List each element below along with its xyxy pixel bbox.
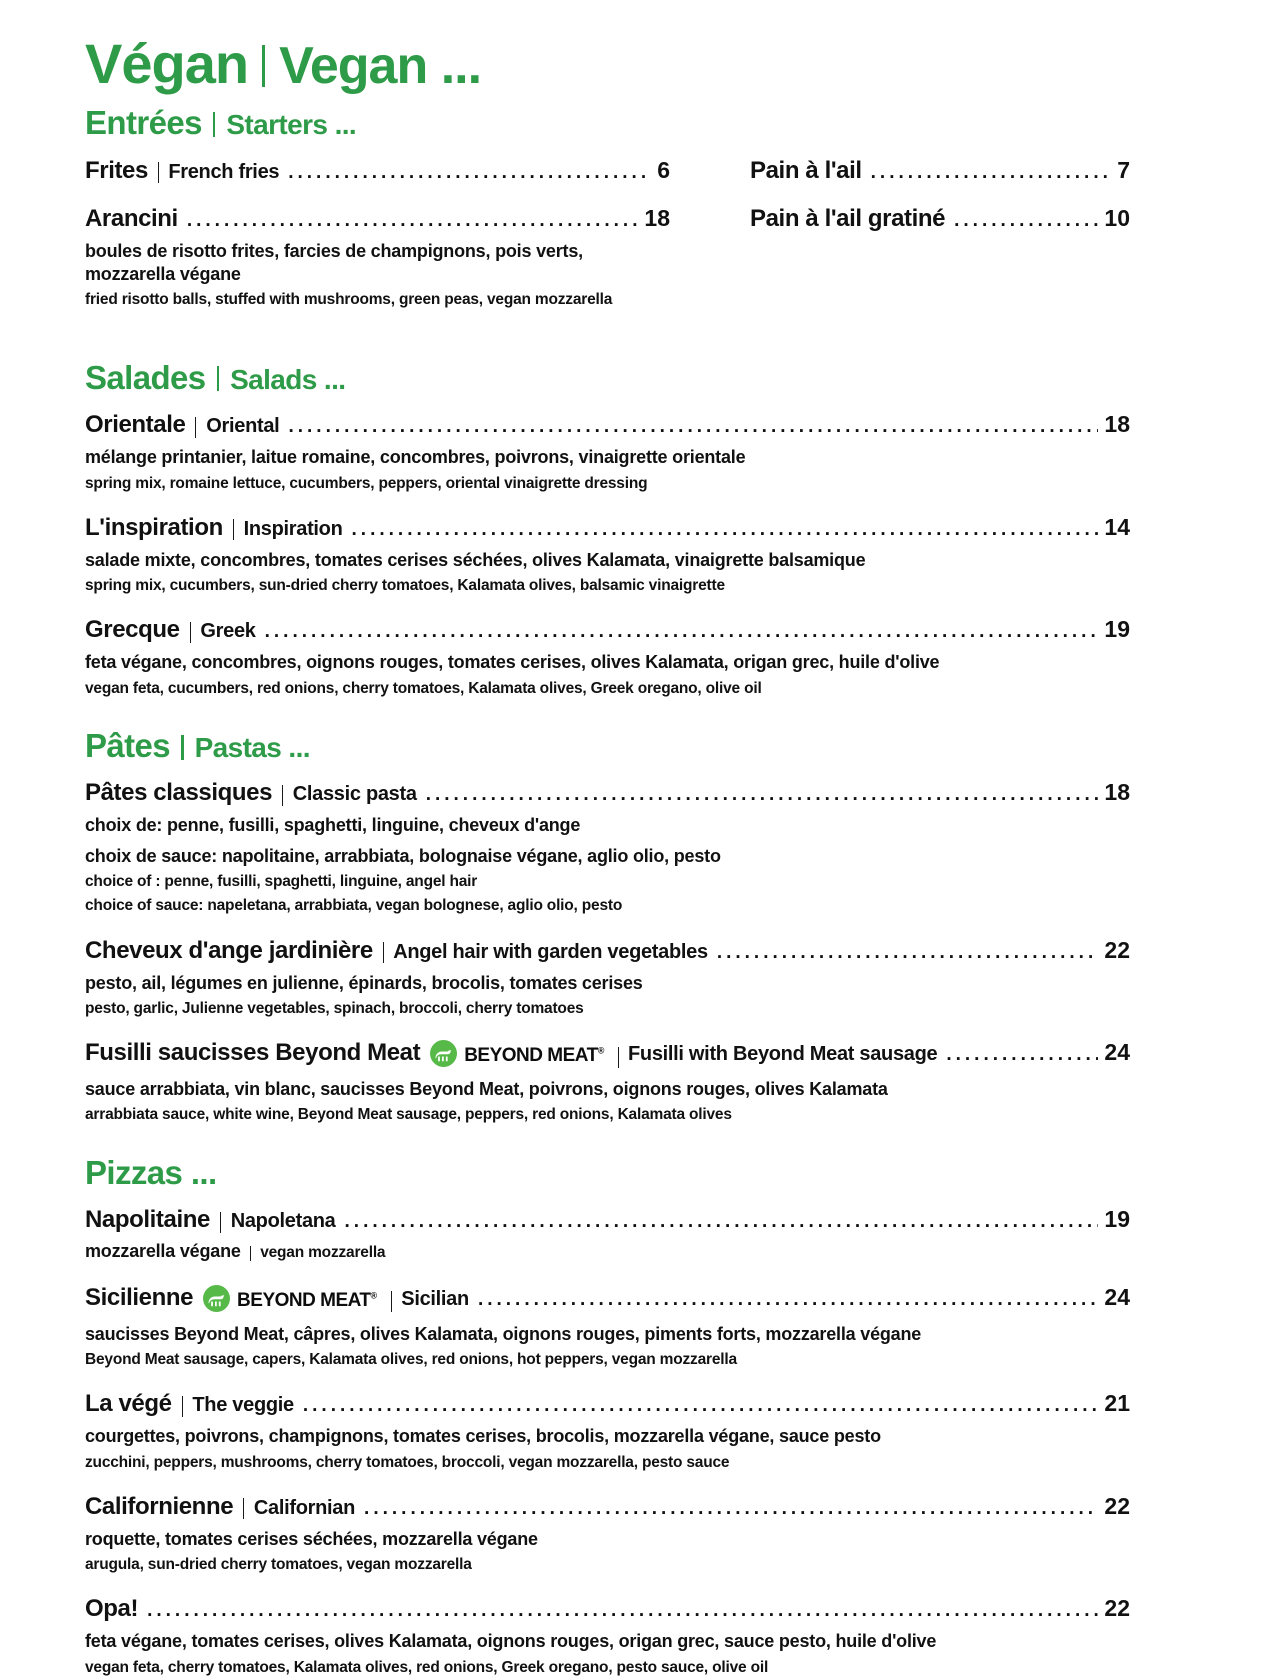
section-heading-fr: Pâtes xyxy=(85,729,170,764)
item-row xyxy=(85,1206,1130,1234)
menu-item-arancini xyxy=(85,205,670,311)
item-name-fr: Frites xyxy=(85,157,148,185)
menu-item-frites xyxy=(85,157,670,185)
item-desc-fr: boules de risotto frites, farcies de champignons, pois verts, mozzarella végane xyxy=(85,240,670,287)
item-row xyxy=(85,616,1130,644)
item-name-fr: L'inspiration xyxy=(85,514,223,542)
item-desc-en: choice of sauce: napeletana, arrabbiata, vegan bolognese, aglio olio, pesto xyxy=(85,896,1130,916)
item-desc-fr: pesto, ail, légumes en julienne, épinards, brocolis, tomates cerises xyxy=(85,972,1130,995)
item-desc-en: Beyond Meat sausage, capers, Kalamata olives, red onions, hot peppers, vegan mozzarella xyxy=(85,1350,1130,1370)
section-heading-en: Salads ... xyxy=(230,365,345,394)
dotted-leader xyxy=(187,210,639,232)
item-desc-fr: salade mixte, concombres, tomates cerises séchées, olives Kalamata, vinaigrette balsamique xyxy=(85,549,1130,572)
dotted-leader xyxy=(954,210,1098,232)
item-desc-fr: mozzarella végane xyxy=(85,1240,241,1263)
name-separator xyxy=(220,1212,221,1233)
item-name-fr: Pain à l'ail gratiné xyxy=(750,205,945,233)
section-heading-starters xyxy=(85,106,1130,141)
item-name-en: The veggie xyxy=(192,1394,293,1417)
name-separator xyxy=(195,417,196,438)
dotted-leader xyxy=(147,1600,1098,1622)
starters-columns xyxy=(85,157,1130,331)
heading-separator xyxy=(213,112,216,137)
item-price: 10 xyxy=(1104,205,1130,232)
item-price: 22 xyxy=(1104,937,1130,964)
menu-item-pain-a-lail xyxy=(750,157,1130,185)
item-name-en: Oriental xyxy=(206,415,279,438)
dotted-leader xyxy=(946,1044,1098,1066)
item-desc-en: vegan mozzarella xyxy=(260,1243,385,1263)
dotted-leader xyxy=(871,162,1112,184)
item-row xyxy=(85,1039,1130,1071)
item-row xyxy=(85,1493,1130,1521)
menu-item-grecque xyxy=(85,616,1130,699)
item-desc-inline xyxy=(85,1240,1130,1263)
item-price: 24 xyxy=(1104,1039,1130,1066)
item-name-fr: Pain à l'ail xyxy=(750,157,862,185)
trademark-symbol: ® xyxy=(598,1046,604,1056)
item-name-fr: Orientale xyxy=(85,411,185,439)
item-name-en: Greek xyxy=(200,620,255,643)
item-name-en: Sicilian xyxy=(401,1288,469,1311)
name-separator xyxy=(391,1291,392,1312)
item-name-fr: Napolitaine xyxy=(85,1206,210,1234)
item-price: 14 xyxy=(1104,514,1130,541)
section-heading-fr: Salades xyxy=(85,361,206,396)
item-name-en: Californian xyxy=(254,1497,355,1520)
heading-separator xyxy=(181,735,184,760)
item-row xyxy=(85,514,1130,542)
name-separator xyxy=(243,1498,244,1519)
item-row xyxy=(750,157,1130,185)
dotted-leader xyxy=(426,784,1099,806)
item-price: 19 xyxy=(1104,1206,1130,1233)
item-desc-en: choice of : penne, fusilli, spaghetti, linguine, angel hair xyxy=(85,872,1130,892)
item-desc-en: vegan feta, cucumbers, red onions, cherry tomatoes, Kalamata olives, Greek oregano, olive oil xyxy=(85,679,1130,699)
starters-right-column xyxy=(750,157,1130,331)
item-price: 7 xyxy=(1117,157,1130,184)
item-desc-en: arugula, sun-dried cherry tomatoes, vegan mozzarella xyxy=(85,1555,1130,1575)
item-name-en: Classic pasta xyxy=(293,783,417,806)
item-name-en: Angel hair with garden vegetables xyxy=(393,941,708,964)
item-name-en: French fries xyxy=(168,161,279,184)
menu-item-californienne xyxy=(85,1493,1130,1576)
item-name-fr: Fusilli saucisses Beyond Meat xyxy=(85,1039,420,1067)
item-row xyxy=(750,205,1130,233)
item-row xyxy=(85,157,670,185)
section-pastas xyxy=(85,729,1130,1126)
menu-item-fusilli-beyond-meat xyxy=(85,1039,1130,1126)
item-name-fr: Cheveux d'ange jardinière xyxy=(85,937,373,965)
name-separator xyxy=(182,1396,183,1417)
dotted-leader xyxy=(717,942,1099,964)
item-row xyxy=(85,937,1130,965)
item-desc-en: arrabbiata sauce, white wine, Beyond Meat sausage, peppers, red onions, Kalamata olives xyxy=(85,1105,1130,1125)
item-name-fr: Arancini xyxy=(85,205,178,233)
beyond-meat-wordmark xyxy=(464,1045,604,1067)
item-desc-en: vegan feta, cherry tomatoes, Kalamata olives, red onions, Greek oregano, pesto sauce, olive oil xyxy=(85,1658,1130,1678)
dotted-leader xyxy=(303,1395,1099,1417)
item-row xyxy=(85,1284,1130,1316)
item-price: 18 xyxy=(644,205,670,232)
menu-item-opa xyxy=(85,1595,1130,1678)
item-name-fr: La végé xyxy=(85,1390,172,1418)
item-price: 22 xyxy=(1104,1595,1130,1622)
page-title-fr: Végan xyxy=(85,36,248,92)
item-desc-en: fried risotto balls, stuffed with mushrooms, green peas, vegan mozzarella xyxy=(85,290,670,310)
menu-item-orientale xyxy=(85,411,1130,494)
item-price: 19 xyxy=(1104,616,1130,643)
item-row xyxy=(85,1595,1130,1623)
item-desc-en: spring mix, romaine lettuce, cucumbers, peppers, oriental vinaigrette dressing xyxy=(85,474,1130,494)
section-heading-salads xyxy=(85,361,1130,396)
item-desc-fr: mélange printanier, laitue romaine, concombres, poivrons, vinaigrette orientale xyxy=(85,446,1130,469)
section-heading-en: Starters ... xyxy=(226,110,356,139)
menu-item-la-vege xyxy=(85,1390,1130,1473)
name-separator xyxy=(282,785,283,806)
beyond-meat-wordmark-text: BEYOND MEAT xyxy=(464,1045,597,1066)
name-separator xyxy=(190,622,191,643)
section-salads xyxy=(85,361,1130,699)
item-desc-fr: sauce arrabbiata, vin blanc, saucisses Beyond Meat, poivrons, oignons rouges, olives Kalamata xyxy=(85,1078,1130,1101)
page-title xyxy=(85,36,1130,92)
item-name-fr: Sicilienne xyxy=(85,1284,193,1312)
item-price: 6 xyxy=(657,157,670,184)
item-row xyxy=(85,411,1130,439)
item-price: 24 xyxy=(1104,1284,1130,1311)
dotted-leader xyxy=(288,162,651,184)
item-desc-fr: feta végane, tomates cerises, olives Kalamata, oignons rouges, origan grec, sauce pesto, huile d'olive xyxy=(85,1630,1130,1653)
menu-item-napolitaine xyxy=(85,1206,1130,1263)
title-separator xyxy=(262,45,265,87)
desc-separator xyxy=(250,1246,252,1261)
item-price: 22 xyxy=(1104,1493,1130,1520)
heading-separator xyxy=(217,366,220,391)
item-name-fr: Opa! xyxy=(85,1595,138,1623)
item-name-fr: Pâtes classiques xyxy=(85,779,272,807)
item-desc-fr: feta végane, concombres, oignons rouges, tomates cerises, olives Kalamata, origan grec, huile d'olive xyxy=(85,651,1130,674)
name-separator xyxy=(233,519,234,540)
page-title-en: Vegan ... xyxy=(279,40,481,92)
section-heading-pizzas xyxy=(85,1156,1130,1191)
beyond-meat-steer-icon xyxy=(430,1040,457,1072)
menu-item-pain-a-lail-gratine xyxy=(750,205,1130,233)
item-name-fr: Californienne xyxy=(85,1493,233,1521)
section-starters xyxy=(85,106,1130,331)
dotted-leader xyxy=(265,621,1099,643)
section-pizzas xyxy=(85,1156,1130,1678)
item-desc-fr: choix de sauce: napolitaine, arrabbiata, bolognaise végane, aglio olio, pesto xyxy=(85,845,1130,868)
section-heading-en: Pastas ... xyxy=(195,733,310,762)
item-desc-en: pesto, garlic, Julienne vegetables, spinach, broccoli, cherry tomatoes xyxy=(85,999,1130,1019)
item-name-en: Fusilli with Beyond Meat sausage xyxy=(628,1043,937,1066)
section-heading-fr: Pizzas ... xyxy=(85,1156,217,1191)
section-heading-pastas xyxy=(85,729,1130,764)
menu-item-cheveux-dange xyxy=(85,937,1130,1020)
dotted-leader xyxy=(352,519,1099,541)
item-name-fr: Grecque xyxy=(85,616,180,644)
item-price: 18 xyxy=(1104,411,1130,438)
section-heading-fr: Entrées xyxy=(85,106,202,141)
dotted-leader xyxy=(345,1211,1099,1233)
trademark-symbol: ® xyxy=(371,1290,377,1300)
dotted-leader xyxy=(478,1289,1098,1311)
menu-item-inspiration xyxy=(85,514,1130,597)
menu-item-pates-classiques xyxy=(85,779,1130,916)
beyond-meat-logo xyxy=(430,1040,604,1072)
item-row xyxy=(85,205,670,233)
dotted-leader xyxy=(364,1498,1098,1520)
item-desc-fr: roquette, tomates cerises séchées, mozzarella végane xyxy=(85,1528,1130,1551)
beyond-meat-steer-icon xyxy=(203,1285,230,1317)
item-price: 21 xyxy=(1104,1390,1130,1417)
beyond-meat-wordmark xyxy=(237,1290,377,1312)
menu-item-sicilienne xyxy=(85,1284,1130,1371)
item-name-en: Inspiration xyxy=(244,518,343,541)
dotted-leader xyxy=(288,416,1098,438)
starters-left-column xyxy=(85,157,670,331)
item-name-en: Napoletana xyxy=(231,1210,336,1233)
beyond-meat-wordmark-text: BEYOND MEAT xyxy=(237,1290,370,1311)
item-price: 18 xyxy=(1104,779,1130,806)
item-desc-en: zucchini, peppers, mushrooms, cherry tomatoes, broccoli, vegan mozzarella, pesto sauce xyxy=(85,1453,1130,1473)
item-desc-fr: saucisses Beyond Meat, câpres, olives Kalamata, oignons rouges, piments forts, mozzarella végane xyxy=(85,1323,1130,1346)
item-desc-en: spring mix, cucumbers, sun-dried cherry tomatoes, Kalamata olives, balsamic vinaigrette xyxy=(85,576,1130,596)
beyond-meat-logo xyxy=(203,1285,377,1317)
item-row xyxy=(85,779,1130,807)
item-desc-fr: courgettes, poivrons, champignons, tomates cerises, brocolis, mozzarella végane, sauce pesto xyxy=(85,1425,1130,1448)
item-desc-fr: choix de: penne, fusilli, spaghetti, linguine, cheveux d'ange xyxy=(85,814,1130,837)
item-row xyxy=(85,1390,1130,1418)
